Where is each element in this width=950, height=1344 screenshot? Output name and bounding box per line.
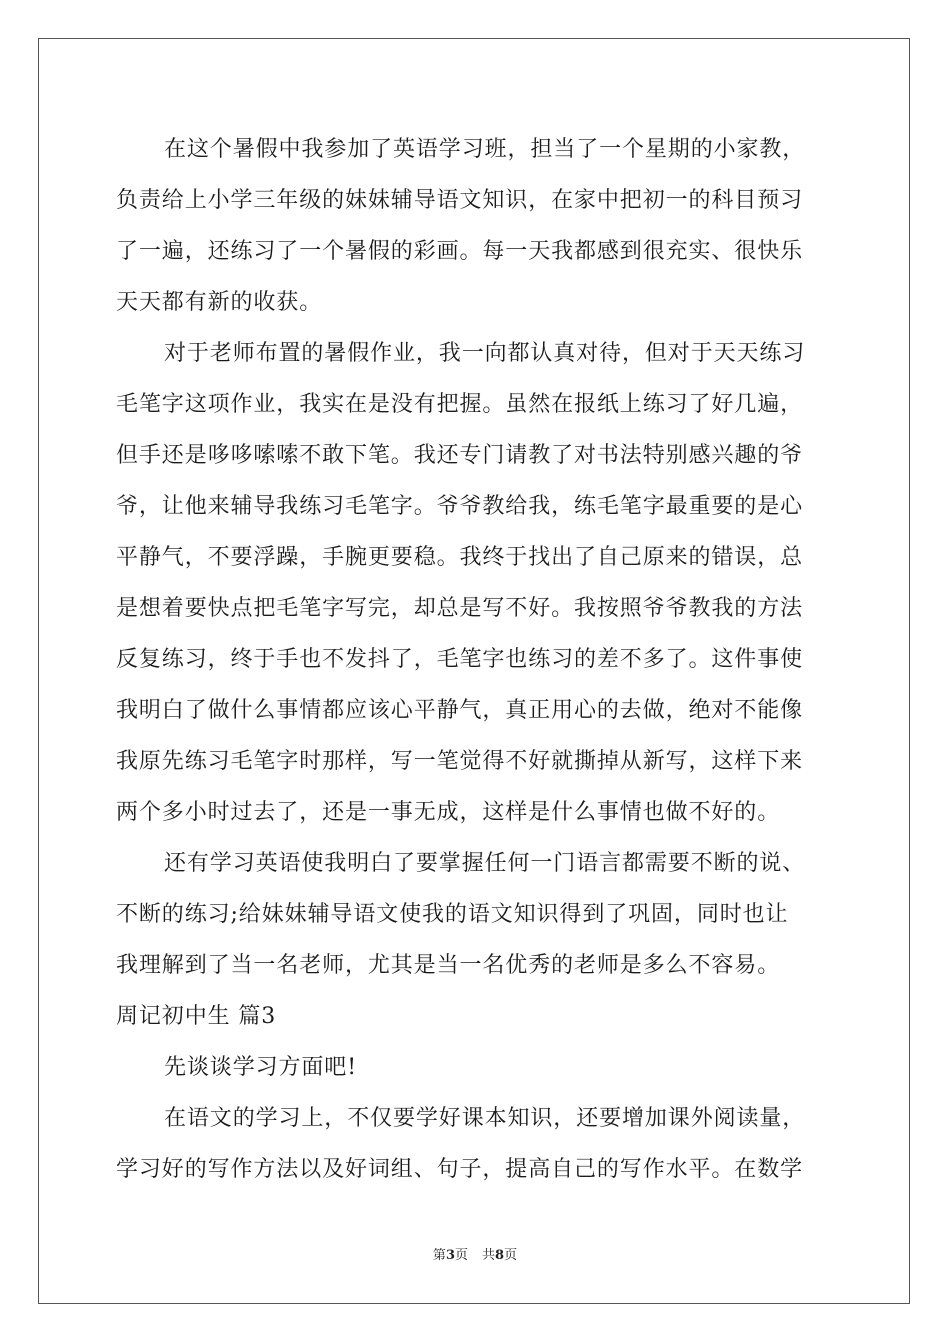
paragraph-line: 天天都有新的收获。: [116, 290, 323, 315]
footer-total-number: 8: [495, 1248, 505, 1263]
paragraph-line: 不断的练习;给妹妹辅导语文使我的语文知识得到了巩固，同时也让: [116, 902, 789, 927]
paragraph-line: 了一遍，还练习了一个暑假的彩画。每一天我都感到很充实、很快乐: [116, 239, 804, 264]
paragraph-line: 学习好的写作方法以及好词组、句子，提高自己的写作水平。在数学: [116, 1157, 804, 1182]
paragraph-line: 还有学习英语使我明白了要掌握任何一门语言都需要不断的说、: [164, 851, 806, 876]
paragraph-line: 先谈谈学习方面吧!: [164, 1055, 357, 1080]
paragraph-line: 毛笔字这项作业，我实在是没有把握。虽然在报纸上练习了好几遍，: [116, 392, 804, 417]
paragraph-line: 平静气，不要浮躁，手腕更要稳。我终于找出了自己原来的错误，总: [116, 545, 804, 570]
paragraph-line: 在语文的学习上，不仅要学好课本知识，还要增加课外阅读量，: [164, 1106, 806, 1131]
page-footer: [0, 1244, 950, 1263]
paragraph-line: 我原先练习毛笔字时那样，写一笔觉得不好就撕掉从新写，这样下来: [116, 749, 804, 774]
paragraph-line: 在这个暑假中我参加了英语学习班，担当了一个星期的小家教，: [164, 137, 806, 162]
paragraph-line: 负责给上小学三年级的妹妹辅导语文知识，在家中把初一的科目预习: [116, 188, 804, 213]
section-heading: 周记初中生 篇3: [116, 1004, 277, 1029]
footer-page-suffix: 页: [454, 1248, 468, 1263]
paragraph-line: 我明白了做什么事情都应该心平静气，真正用心的去做，绝对不能像: [116, 698, 804, 723]
footer-page-prefix: 第: [432, 1248, 446, 1263]
document-body: [116, 124, 836, 1195]
paragraph-line: 反复练习，终于手也不发抖了，毛笔字也练习的差不多了。这件事使: [116, 647, 804, 672]
paragraph-line: 我理解到了当一名老师，尤其是当一名优秀的老师是多么不容易。: [116, 953, 781, 978]
footer-total-prefix: 共: [482, 1248, 496, 1263]
paragraph-line: 爷，让他来辅导我练习毛笔字。爷爷教给我，练毛笔字最重要的是心: [116, 494, 804, 519]
paragraph-line: 是想着要快点把毛笔字写完，却总是写不好。我按照爷爷教我的方法: [116, 596, 804, 621]
paragraph-line: 两个多小时过去了，还是一事无成，这样是什么事情也做不好的。: [116, 800, 781, 825]
paragraph-line: 对于老师布置的暑假作业，我一向都认真对待，但对于天天练习: [164, 341, 806, 366]
paragraph-line: 但手还是哆哆嗦嗦不敢下笔。我还专门请教了对书法特别感兴趣的爷: [116, 443, 804, 468]
footer-page-number: 3: [445, 1248, 455, 1263]
footer-total-suffix: 页: [504, 1248, 518, 1263]
